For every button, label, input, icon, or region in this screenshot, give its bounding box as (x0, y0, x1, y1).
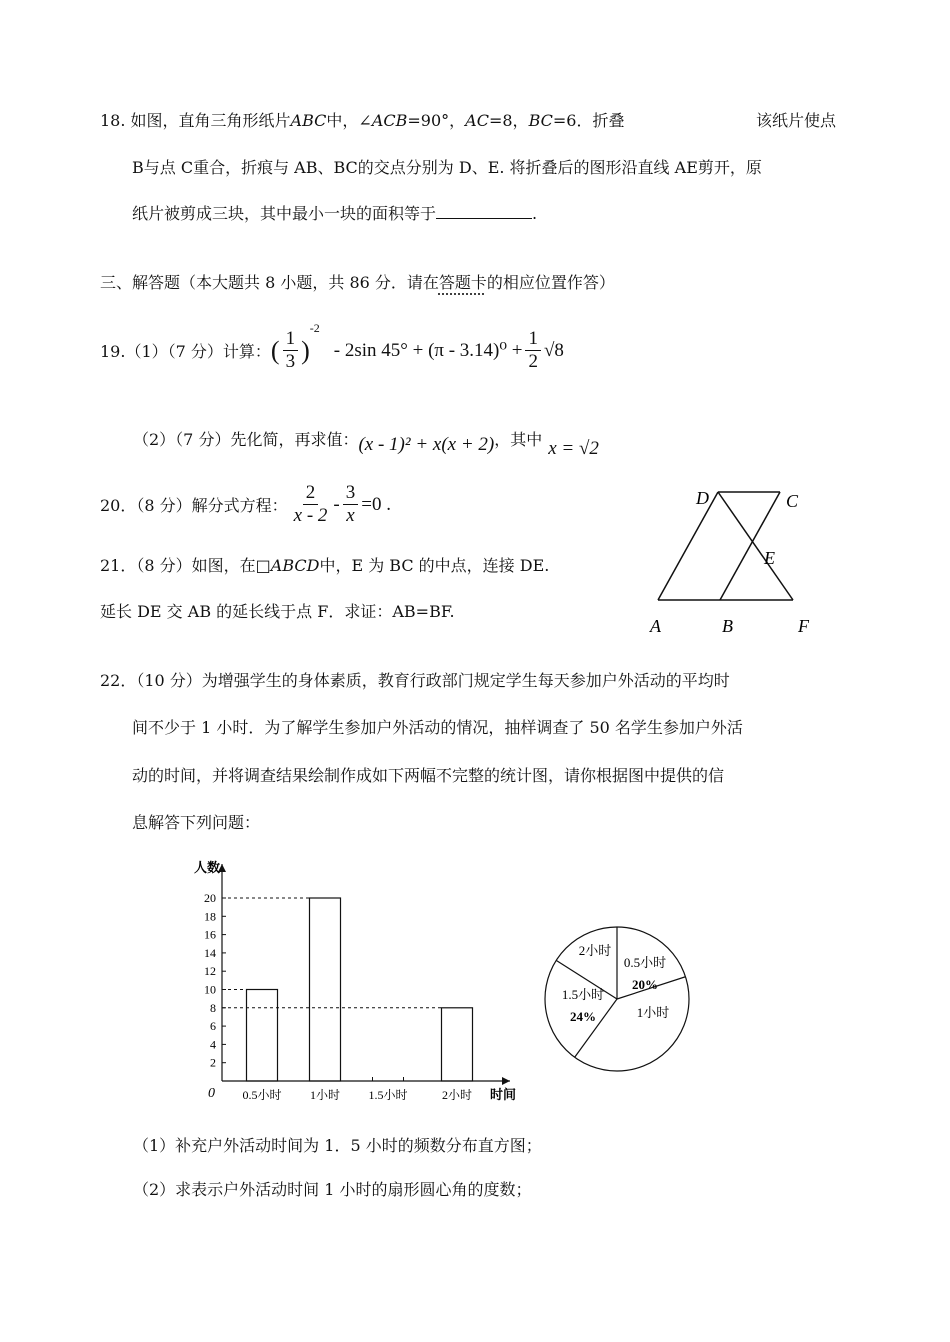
histogram-chart (180, 852, 530, 1112)
q21-line1: 21．（8 分）如图，在□ABCD中，E 为 BC 的中点，连接 DE. (100, 556, 550, 575)
q22-line3: 动的时间，并将调查结果绘制作成如下两幅不完整的统计图，请你根据图中提供的信 (132, 766, 725, 785)
histogram-bar (310, 898, 341, 1081)
pie-slice-divider (575, 999, 617, 1057)
pie-slice-label: 0.5小时 (623, 955, 667, 970)
pie-chart (535, 912, 705, 1087)
y-axis-label: 人数 (194, 860, 221, 875)
q18-line2: B与点 C重合，折痕与 AB、BC的交点分别为 D、E. 将折叠后的图形沿直线 AE剪开，原 (132, 158, 762, 177)
y-tick-label: 2 (210, 1055, 216, 1070)
y-tick-label: 6 (210, 1019, 216, 1034)
pie-slice-label: 1小时 (636, 1005, 670, 1020)
q22-sub2: （2）求表示户外活动时间 1 小时的扇形圆心角的度数； (133, 1180, 532, 1199)
x-tick-label: 1.5小时 (368, 1088, 408, 1102)
q18-line3: 纸片被剪成三块，其中最小一块的面积等于 . (132, 204, 538, 223)
histogram-bar (247, 990, 278, 1082)
q22-line2: 间不少于 1 小时．为了解学生参加户外活动的情况，抽样调查了 50 名学生参加户外活 (132, 718, 743, 737)
y-tick-label: 10 (204, 982, 216, 997)
y-tick-label: 14 (204, 945, 216, 960)
label-a: A (650, 616, 661, 636)
x-axis-arrow (502, 1077, 510, 1085)
y-tick-label: 16 (204, 927, 216, 942)
q19-part1: 19.（1）（7 分）计算： ( $\frac{1}{3}$ ) -2 - 2sin 45° + (π - 3.14)⁰ + $\frac{1}{2}$ √8 (100, 321, 564, 372)
y-tick-label: 8 (210, 1000, 216, 1015)
y-tick-label: 20 (204, 891, 216, 905)
q18-line1-end: 该纸片使点 (756, 111, 837, 130)
x-axis-label: 时间 (490, 1087, 517, 1102)
label-b: B (722, 616, 733, 636)
y-tick-label: 18 (204, 909, 216, 924)
q18-line1: 18. 如图，直角三角形纸片ABC中，∠ACB=90°，AC=8，BC=6．折叠 (100, 111, 625, 130)
answer-blank[interactable] (436, 202, 532, 219)
paren-frac: ( $\frac{1}{3}$ ) (270, 328, 310, 372)
pie-slice-percent: 24% (570, 1009, 596, 1024)
q22-sub1: （1）补充户外活动时间为 1．5 小时的频数分布直方图； (133, 1136, 542, 1155)
pie-slice-label: 2小时 (578, 943, 612, 958)
label-f: F (798, 616, 809, 636)
label-d: D (696, 488, 709, 508)
x-tick-label: 2小时 (441, 1088, 473, 1102)
segment-ad (658, 492, 718, 600)
x-tick-label: 0.5小时 (242, 1088, 282, 1102)
y-tick-label: 12 (204, 964, 216, 979)
section-3-heading: 三、解答题（本大题共 8 小题，共 86 分．请在答题卡的相应位置作答） (100, 273, 615, 292)
q21-line2: 延长 DE 交 AB 的延长线于点 F．求证：AB=BF. (100, 602, 455, 621)
label-c: C (786, 491, 799, 511)
q22-line1: 22．（10 分）为增强学生的身体素质，教育行政部门规定学生每天参加户外活动的平均时 (100, 671, 730, 690)
x-tick-label: 1小时 (309, 1088, 341, 1102)
parallelogram-figure (640, 482, 820, 642)
origin-label: 0 (208, 1086, 215, 1101)
histogram-bar (442, 1008, 473, 1081)
y-tick-label: 4 (210, 1037, 216, 1052)
q20: 20．（8 分）解分式方程： $\frac{2}{x - 2}$ - $\frac{3}{x}$ =0 . (100, 482, 391, 526)
pie-slice-label: 1.5小时 (561, 987, 605, 1002)
label-e: E (764, 548, 775, 568)
pie-slice-percent: 20% (632, 977, 658, 992)
q19-part2: （2）（7 分）先化简，再求值： (x - 1)² + x(x + 2) ，其中 x = √2 (133, 429, 599, 459)
q22-line4: 息解答下列问题： (132, 813, 261, 832)
